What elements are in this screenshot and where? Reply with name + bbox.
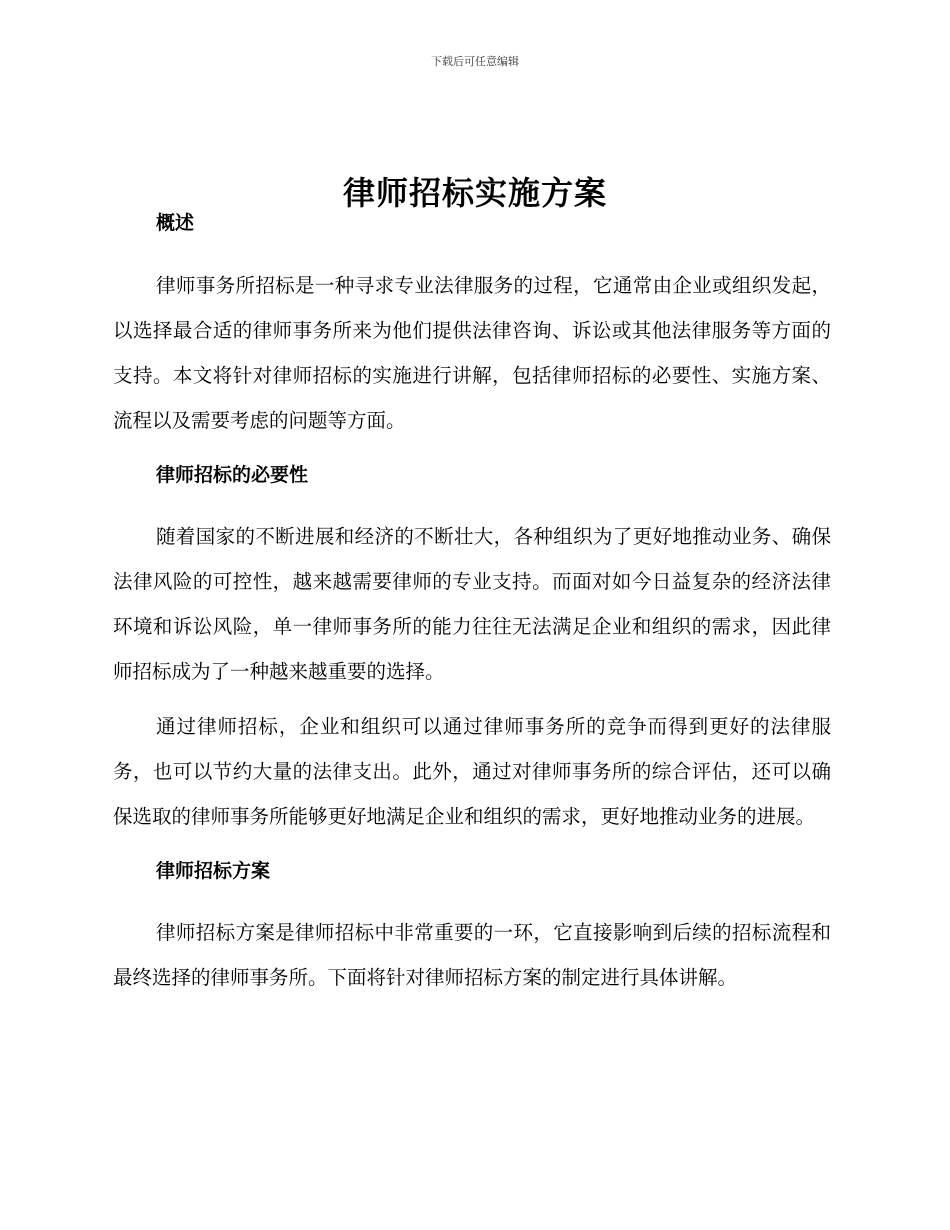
section-heading-overview: 概述	[156, 212, 195, 234]
paragraph-plan: 律师招标方案是律师招标中非常重要的一环，它直接影响到后续的招标流程和最终选择的律师事务所。下面将针对律师招标方案的制定进行具体讲解。	[113, 921, 831, 989]
page-header-note: 下载后可任意编辑	[431, 55, 519, 68]
paragraph-necessity-1: 随着国家的不断进展和经济的不断壮大，各种组织为了更好地推动业务、确保法律风险的可控性，越来越需要律师的专业支持。而面对如今日益复杂的经济法律环境和诉讼风险，单一律师事务所的能力往往无法满足企业和组织的需求，因此律师招标成为了一种越来越重要的选择。	[113, 525, 831, 683]
section-heading-necessity: 律师招标的必要性	[156, 464, 309, 486]
paragraph-overview: 律师事务所招标是一种寻求专业法律服务的过程，它通常由企业或组织发起，以选择最合适的律师事务所来为他们提供法律咨询、诉讼或其他法律服务等方面的支持。本文将针对律师招标的实施进行讲解，包括律师招标的必要性、实施方案、流程以及需要考虑的问题等方面。	[113, 274, 831, 432]
document-body	[113, 205, 831, 1000]
document-title: 律师招标实施方案	[342, 174, 607, 213]
paragraph-necessity-2: 通过律师招标，企业和组织可以通过律师事务所的竞争而得到更好的法律服务，也可以节约大量的法律支出。此外，通过对律师事务所的综合评估，还可以确保选取的律师事务所能够更好地满足企业和组织的需求，更好地推动业务的进展。	[113, 715, 831, 828]
section-heading-plan: 律师招标方案	[156, 860, 271, 882]
